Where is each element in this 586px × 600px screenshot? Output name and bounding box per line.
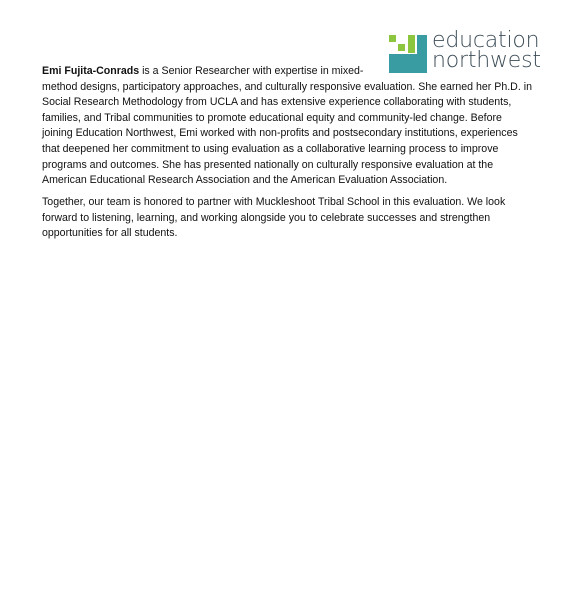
bio-line-3: Social Research Methodology from UCLA and has extensive experience collaborating with students, bbox=[42, 96, 512, 109]
bio-line-4: families, and Tribal communities to promote educational equity and community-led change. Before bbox=[42, 111, 502, 124]
bio-line-6: that deepened her commitment to using evaluation as a collaborative learning process to improve bbox=[42, 142, 499, 155]
logo-line-2: northwest bbox=[432, 48, 541, 73]
bio-line-1-text: is a Senior Researcher with expertise in mixed- bbox=[139, 65, 364, 77]
bio-paragraph bbox=[42, 64, 552, 189]
bio-line-2: method designs, participatory approaches, and culturally responsive evaluation. She earned her Ph.D. in bbox=[42, 80, 532, 93]
logo-line-1: education bbox=[432, 28, 540, 53]
closing-line-1: Together, our team is honored to partner with Muckleshoot Tribal School in this evaluation. We look bbox=[42, 196, 506, 208]
bio-line-5: joining Education Northwest, Emi worked with non-profits and postsecondary institutions, experiences bbox=[42, 127, 518, 140]
bio-line-7: programs and outcomes. She has presented nationally on culturally responsive evaluation at the bbox=[42, 158, 494, 171]
bio-name: Emi Fujita-Conrads bbox=[42, 65, 140, 77]
closing-line-3: opportunities for all students. bbox=[42, 227, 178, 240]
closing-line-2: forward to listening, learning, and working alongside you to celebrate successes and strengthen bbox=[42, 211, 491, 224]
bio-line-1 bbox=[42, 64, 552, 80]
closing-paragraph bbox=[42, 195, 552, 242]
bio-line-8: American Educational Research Association and the American Evaluation Association. bbox=[42, 174, 448, 187]
